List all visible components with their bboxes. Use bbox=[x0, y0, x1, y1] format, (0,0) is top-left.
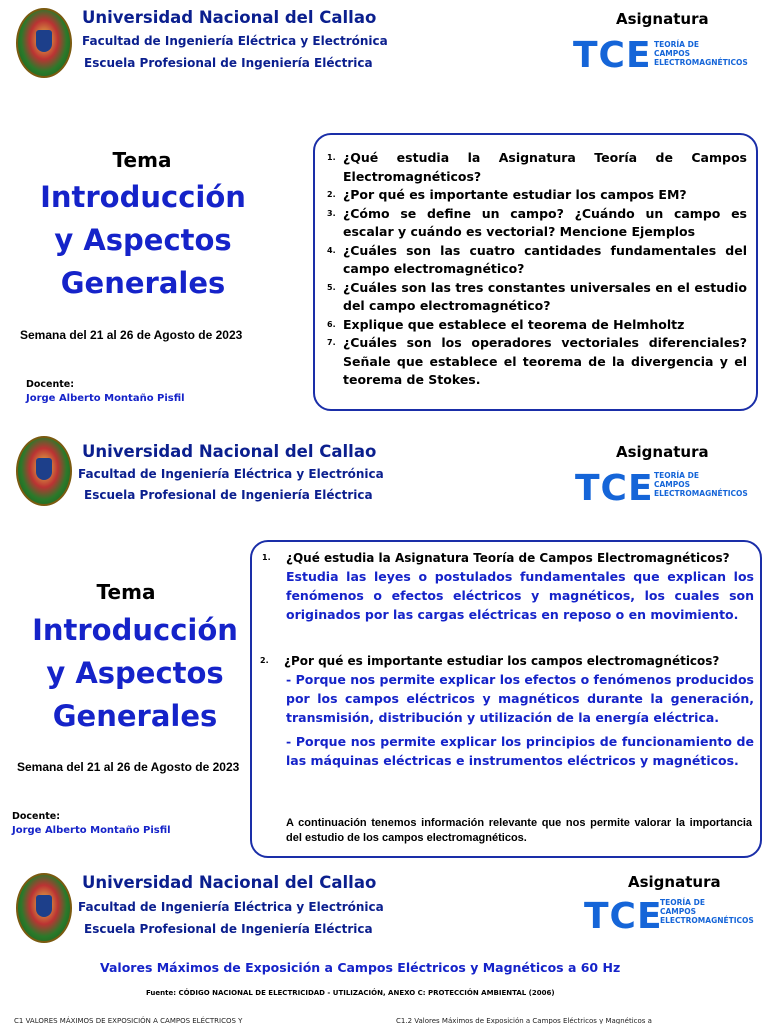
docente-name: Jorge Alberto Montaño Pisfil bbox=[12, 825, 171, 836]
note-text: A continuación tenemos información relevante que nos permite valorar la importancia del estudio de los campos electromagnéticos. bbox=[286, 817, 752, 844]
question-item: 5. ¿Cuáles son las tres constantes universales en el estudio del campo electromagnético? bbox=[327, 279, 747, 313]
faculty-name: Facultad de Ingeniería Eléctrica y Electrónica bbox=[78, 467, 384, 481]
answers-box bbox=[250, 540, 762, 858]
slide3-source: Fuente: CÓDIGO NACIONAL DE ELECTRICIDAD - UTILIZACIÓN, ANEXO C: PROTECCIÓN AMBIENTAL (2006) bbox=[146, 989, 555, 997]
docente-name: Jorge Alberto Montaño Pisfil bbox=[26, 393, 185, 404]
questions-box bbox=[313, 133, 758, 411]
course-name: TEORÍA DE CAMPOS ELECTROMAGNÉTICOS bbox=[660, 898, 754, 925]
question-item: 1. ¿Qué estudia la Asignatura Teoría de Campos Electromagnéticos? bbox=[327, 150, 747, 184]
school-name: Escuela Profesional de Ingeniería Eléctrica bbox=[84, 56, 373, 70]
faculty-name: Facultad de Ingeniería Eléctrica y Electrónica bbox=[78, 900, 384, 914]
tema-label: Tema bbox=[96, 580, 156, 604]
slide-3 bbox=[0, 865, 768, 1024]
course-name: TEORÍA DE CAMPOS ELECTROMAGNÉTICOS bbox=[654, 471, 748, 498]
week-text: Semana del 21 al 26 de Agosto de 2023 bbox=[20, 328, 243, 342]
course-code: TCE bbox=[573, 35, 652, 76]
slide3-footer-right: C1.2 Valores Máximos de Exposición a Campos Eléctricos y Magnéticos a bbox=[396, 1017, 652, 1024]
asignatura-label: Asignatura bbox=[616, 10, 709, 28]
faculty-name: Facultad de Ingeniería Eléctrica y Electrónica bbox=[82, 34, 388, 48]
q2-question: 2. ¿Por qué es importante estudiar los campos electromagnéticos? bbox=[260, 654, 720, 668]
school-name: Escuela Profesional de Ingeniería Eléctrica bbox=[84, 488, 373, 502]
university-seal-icon bbox=[16, 873, 72, 943]
course-code: TCE bbox=[575, 468, 654, 509]
question-item: 6. Explique que establece el teorema de Helmholtz bbox=[327, 316, 685, 332]
university-name: Universidad Nacional del Callao bbox=[82, 8, 377, 27]
university-seal-icon bbox=[16, 8, 72, 78]
slide3-title: Valores Máximos de Exposición a Campos Eléctricos y Magnéticos a 60 Hz bbox=[100, 960, 621, 975]
docente-label: Docente: bbox=[26, 379, 75, 390]
tema-label: Tema bbox=[112, 148, 172, 172]
q2-block bbox=[260, 652, 754, 770]
questions-list bbox=[321, 149, 747, 390]
asignatura-label: Asignatura bbox=[616, 443, 709, 461]
q2-answer-b: - Porque nos permite explicar los principios de funcionamiento de las máquinas eléctricas e instrumentos eléctricos y magnéticos. bbox=[286, 734, 754, 768]
slide3-footer-left: C1 VALORES MÁXIMOS DE EXPOSICIÓN A CAMPOS ELÉCTRICOS Y bbox=[14, 1017, 243, 1024]
slide-2 bbox=[0, 430, 768, 865]
q1-block bbox=[260, 549, 754, 624]
docente-label: Docente: bbox=[12, 811, 61, 822]
university-name: Universidad Nacional del Callao bbox=[82, 873, 377, 892]
school-name: Escuela Profesional de Ingeniería Eléctrica bbox=[84, 922, 373, 936]
question-item: 7. ¿Cuáles son los operadores vectoriales diferenciales? Señale que establece el teorema de la divergencia y el teorema de Stokes. bbox=[327, 335, 747, 387]
course-code: TCE bbox=[584, 896, 663, 937]
asignatura-label: Asignatura bbox=[628, 873, 721, 891]
q1-question: 1. ¿Qué estudia la Asignatura Teoría de Campos Electromagnéticos? bbox=[262, 551, 730, 565]
university-seal-icon bbox=[16, 436, 72, 506]
question-item: 2. ¿Por qué es importante estudiar los campos EM? bbox=[327, 187, 687, 202]
university-name: Universidad Nacional del Callao bbox=[82, 442, 377, 461]
question-item: 4. ¿Cuáles son las cuatro cantidades fundamentales del campo electromagnético? bbox=[327, 242, 747, 276]
course-name: TEORÍA DE CAMPOS ELECTROMAGNÉTICOS bbox=[654, 40, 748, 67]
q2-answer-a: - Porque nos permite explicar los efectos o fenómenos producidos por los campos eléctricos y magnéticos durante la generación, transmisión, distribución y utilización de la energía eléctrica. bbox=[286, 672, 754, 725]
question-item: 3. ¿Cómo se define un campo? ¿Cuándo un campo es escalar y cuándo es vectorial? Mencione Ejemplos bbox=[327, 205, 747, 239]
week-text: Semana del 21 al 26 de Agosto de 2023 bbox=[17, 760, 240, 774]
topic-title: Introducción y Aspectos Generales bbox=[40, 180, 246, 300]
slide-1 bbox=[0, 0, 768, 430]
q1-answer: Estudia las leyes o postulados fundamentales que explican los fenómenos o efectos eléctricos y magnéticos, los cuales son originados por las cargas eléctricas en reposo o en movimiento. bbox=[286, 569, 754, 622]
topic-title: Introducción y Aspectos Generales bbox=[32, 613, 238, 733]
